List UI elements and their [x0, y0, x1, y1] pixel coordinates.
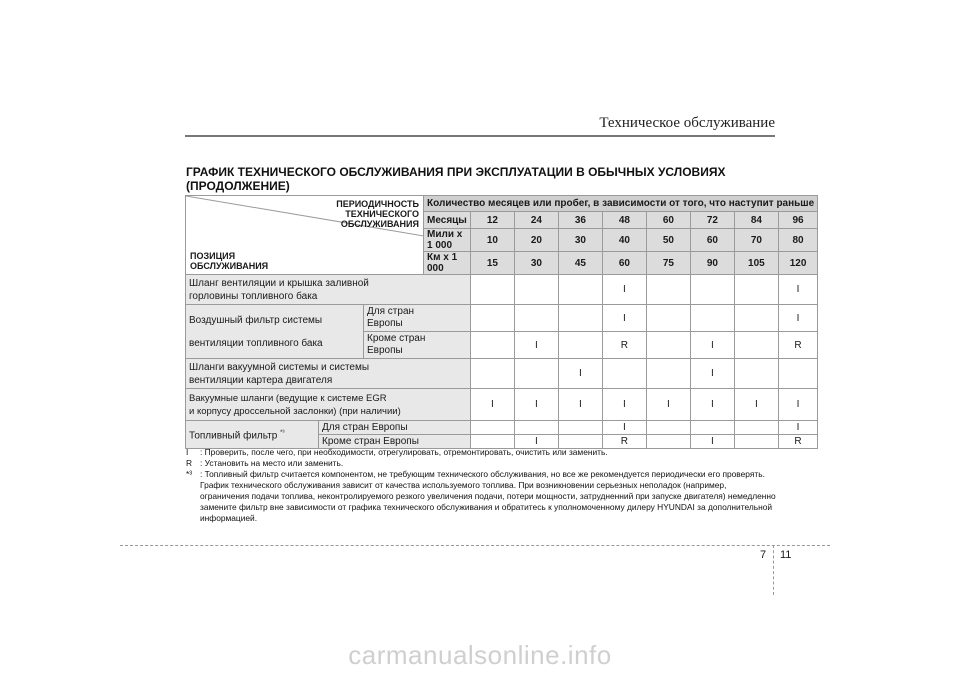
miles-value: 30 [558, 229, 602, 252]
schedule-cell [646, 332, 690, 359]
km-value: 15 [470, 252, 514, 275]
schedule-cell [558, 275, 602, 305]
schedule-cell: I [602, 305, 646, 332]
months-value: 96 [778, 212, 817, 229]
region-non-europe-label [364, 332, 471, 359]
item-vacuum-hose-throttle-label [186, 389, 471, 421]
note-key: R [186, 458, 193, 468]
table-row [186, 305, 818, 332]
schedule-cell [514, 275, 558, 305]
schedule-cell [646, 421, 690, 435]
schedule-cell: I [470, 389, 514, 421]
schedule-cell [734, 275, 778, 305]
miles-label: Мили x 1 000 [424, 229, 471, 252]
note-key: *³ [186, 469, 193, 479]
interval-span-header: Количество месяцев или пробег, в зависимости от того, что наступит раньше [424, 196, 818, 212]
km-value: 120 [778, 252, 817, 275]
km-value: 75 [646, 252, 690, 275]
region-label-line: Кроме стран [367, 333, 426, 344]
page-number: 11 [780, 549, 792, 561]
schedule-cell: I [514, 435, 558, 449]
region-label-line: Для стран [367, 306, 415, 317]
schedule-cell [558, 305, 602, 332]
footer-divider [773, 545, 774, 595]
schedule-cell [734, 359, 778, 389]
item-label-line: Вакуумные шланги (ведущие к системе EGR [189, 392, 387, 404]
schedule-cell: I [514, 332, 558, 359]
item-label-line: Шланги вакуумной системы и системы [189, 361, 370, 373]
schedule-cell [690, 305, 734, 332]
schedule-cell: R [778, 332, 817, 359]
item-label-line: Воздушный фильтр системы [189, 314, 323, 326]
schedule-cell [558, 332, 602, 359]
months-label: Месяцы [424, 212, 471, 229]
schedule-cell: R [778, 435, 817, 449]
table-row [186, 389, 818, 421]
section-header-title: Техническое обслуживание [599, 115, 775, 131]
miles-value: 40 [602, 229, 646, 252]
schedule-cell: I [514, 389, 558, 421]
schedule-cell: I [690, 435, 734, 449]
table-row [186, 275, 818, 305]
schedule-cell: I [778, 275, 817, 305]
schedule-cell: I [690, 389, 734, 421]
item-label-line: вентиляции топливного бака [189, 337, 323, 349]
schedule-cell [514, 305, 558, 332]
item-label-line: вентиляции картера двигателя [189, 374, 333, 386]
months-value: 84 [734, 212, 778, 229]
months-value: 36 [558, 212, 602, 229]
region-europe-label: Для стран Европы [319, 421, 471, 435]
months-value: 12 [470, 212, 514, 229]
schedule-cell [470, 275, 514, 305]
schedule-cell: I [558, 389, 602, 421]
months-value: 48 [602, 212, 646, 229]
item-label-line: Шланг вентиляции и крышка заливной [189, 277, 369, 289]
table-row [186, 421, 818, 435]
header-rule [185, 135, 775, 137]
chapter-number: 7 [760, 549, 767, 561]
schedule-cell: I [602, 421, 646, 435]
item-air-filter-label [186, 305, 364, 359]
region-europe-label [364, 305, 471, 332]
schedule-cell: I [690, 332, 734, 359]
schedule-cell [470, 359, 514, 389]
schedule-cell [470, 421, 514, 435]
km-value: 90 [690, 252, 734, 275]
note-item [186, 458, 776, 469]
schedule-cell [514, 359, 558, 389]
schedule-cell [690, 275, 734, 305]
item-vacuum-hose-label [186, 359, 471, 389]
miles-value: 10 [470, 229, 514, 252]
table-row [186, 359, 818, 389]
schedule-cell [734, 305, 778, 332]
region-non-europe-label: Кроме стран Европы [319, 435, 471, 449]
km-value: 105 [734, 252, 778, 275]
note-item [186, 469, 776, 524]
schedule-cell [514, 421, 558, 435]
km-value: 45 [558, 252, 602, 275]
corner-periodicity-label: ПЕРИОДИЧНОСТЬ ТЕХНИЧЕСКОГО ОБСЛУЖИВАНИЯ [336, 199, 419, 229]
maintenance-schedule-table [185, 195, 818, 449]
schedule-cell: I [602, 275, 646, 305]
item-label-line: и корпусу дроссельной заслонки) (при наличии) [189, 405, 401, 417]
item-vent-hose-label [186, 275, 471, 305]
km-value: 30 [514, 252, 558, 275]
schedule-cell [470, 332, 514, 359]
corner-position-label: ПОЗИЦИЯ ОБСЛУЖИВАНИЯ [190, 251, 269, 271]
schedule-cell: I [558, 359, 602, 389]
note-text: : Топливный фильтр считается компонентом, не требующим технического обслуживания, но все же рекомендуется периодически его проверять. График технического обслуживания зависит от качества используемого топлива. При возникновении серьезных неполадок (например, ограничения подачи топлива, неконтролируемого резкого увеличения подачи, потери мощности, затрудненний при запуске двигателя) немедленно замените фильтр вне зависимости от графика технического обслуживания и обратитесь к уполномоченному дилеру HYUNDAI за дополнительной информацией. [200, 469, 776, 523]
months-value: 24 [514, 212, 558, 229]
miles-value: 70 [734, 229, 778, 252]
miles-value: 80 [778, 229, 817, 252]
note-text: : Установить на место или заменить. [200, 458, 344, 468]
schedule-cell [470, 305, 514, 332]
item-fuel-filter-label [186, 421, 319, 449]
item-label-line: Топливный фильтр [189, 430, 278, 442]
schedule-cell: I [778, 305, 817, 332]
schedule-cell: I [734, 389, 778, 421]
note-text: : Проверить, после чего, при необходимости, отрегулировать, отремонтировать, очистить или заменить. [200, 447, 608, 457]
schedule-cell [646, 305, 690, 332]
schedule-cell [558, 421, 602, 435]
table-corner-header [186, 196, 424, 275]
schedule-cell: R [602, 332, 646, 359]
months-value: 72 [690, 212, 734, 229]
schedule-cell: R [602, 435, 646, 449]
note-item [186, 447, 776, 458]
watermark: carmanualsonline.info [348, 640, 612, 670]
km-value: 60 [602, 252, 646, 275]
schedule-cell: I [602, 389, 646, 421]
document-title: ГРАФИК ТЕХНИЧЕСКОГО ОБСЛУЖИВАНИЯ ПРИ ЭКСПЛУАТАЦИИ В ОБЫЧНЫХ УСЛОВИЯХ (ПРОДОЛЖЕНИЕ) [186, 165, 726, 193]
schedule-cell [690, 421, 734, 435]
region-label-line: Европы [367, 345, 403, 356]
schedule-cell [734, 332, 778, 359]
schedule-cell [778, 359, 817, 389]
schedule-cell: I [690, 359, 734, 389]
miles-value: 60 [690, 229, 734, 252]
schedule-cell [734, 421, 778, 435]
schedule-cell: I [778, 421, 817, 435]
note-marker: *³ [280, 429, 285, 436]
schedule-cell: I [646, 389, 690, 421]
km-label: Км x 1 000 [424, 252, 471, 275]
schedule-cell [602, 359, 646, 389]
schedule-cell: I [778, 389, 817, 421]
region-label-line: Европы [367, 318, 403, 329]
item-label-line: горловины топливного бака [189, 290, 318, 302]
schedule-cell [646, 359, 690, 389]
note-key: I [186, 447, 189, 457]
footer-rule [120, 545, 830, 546]
table-notes [186, 447, 776, 524]
miles-value: 20 [514, 229, 558, 252]
schedule-cell [646, 275, 690, 305]
miles-value: 50 [646, 229, 690, 252]
months-value: 60 [646, 212, 690, 229]
